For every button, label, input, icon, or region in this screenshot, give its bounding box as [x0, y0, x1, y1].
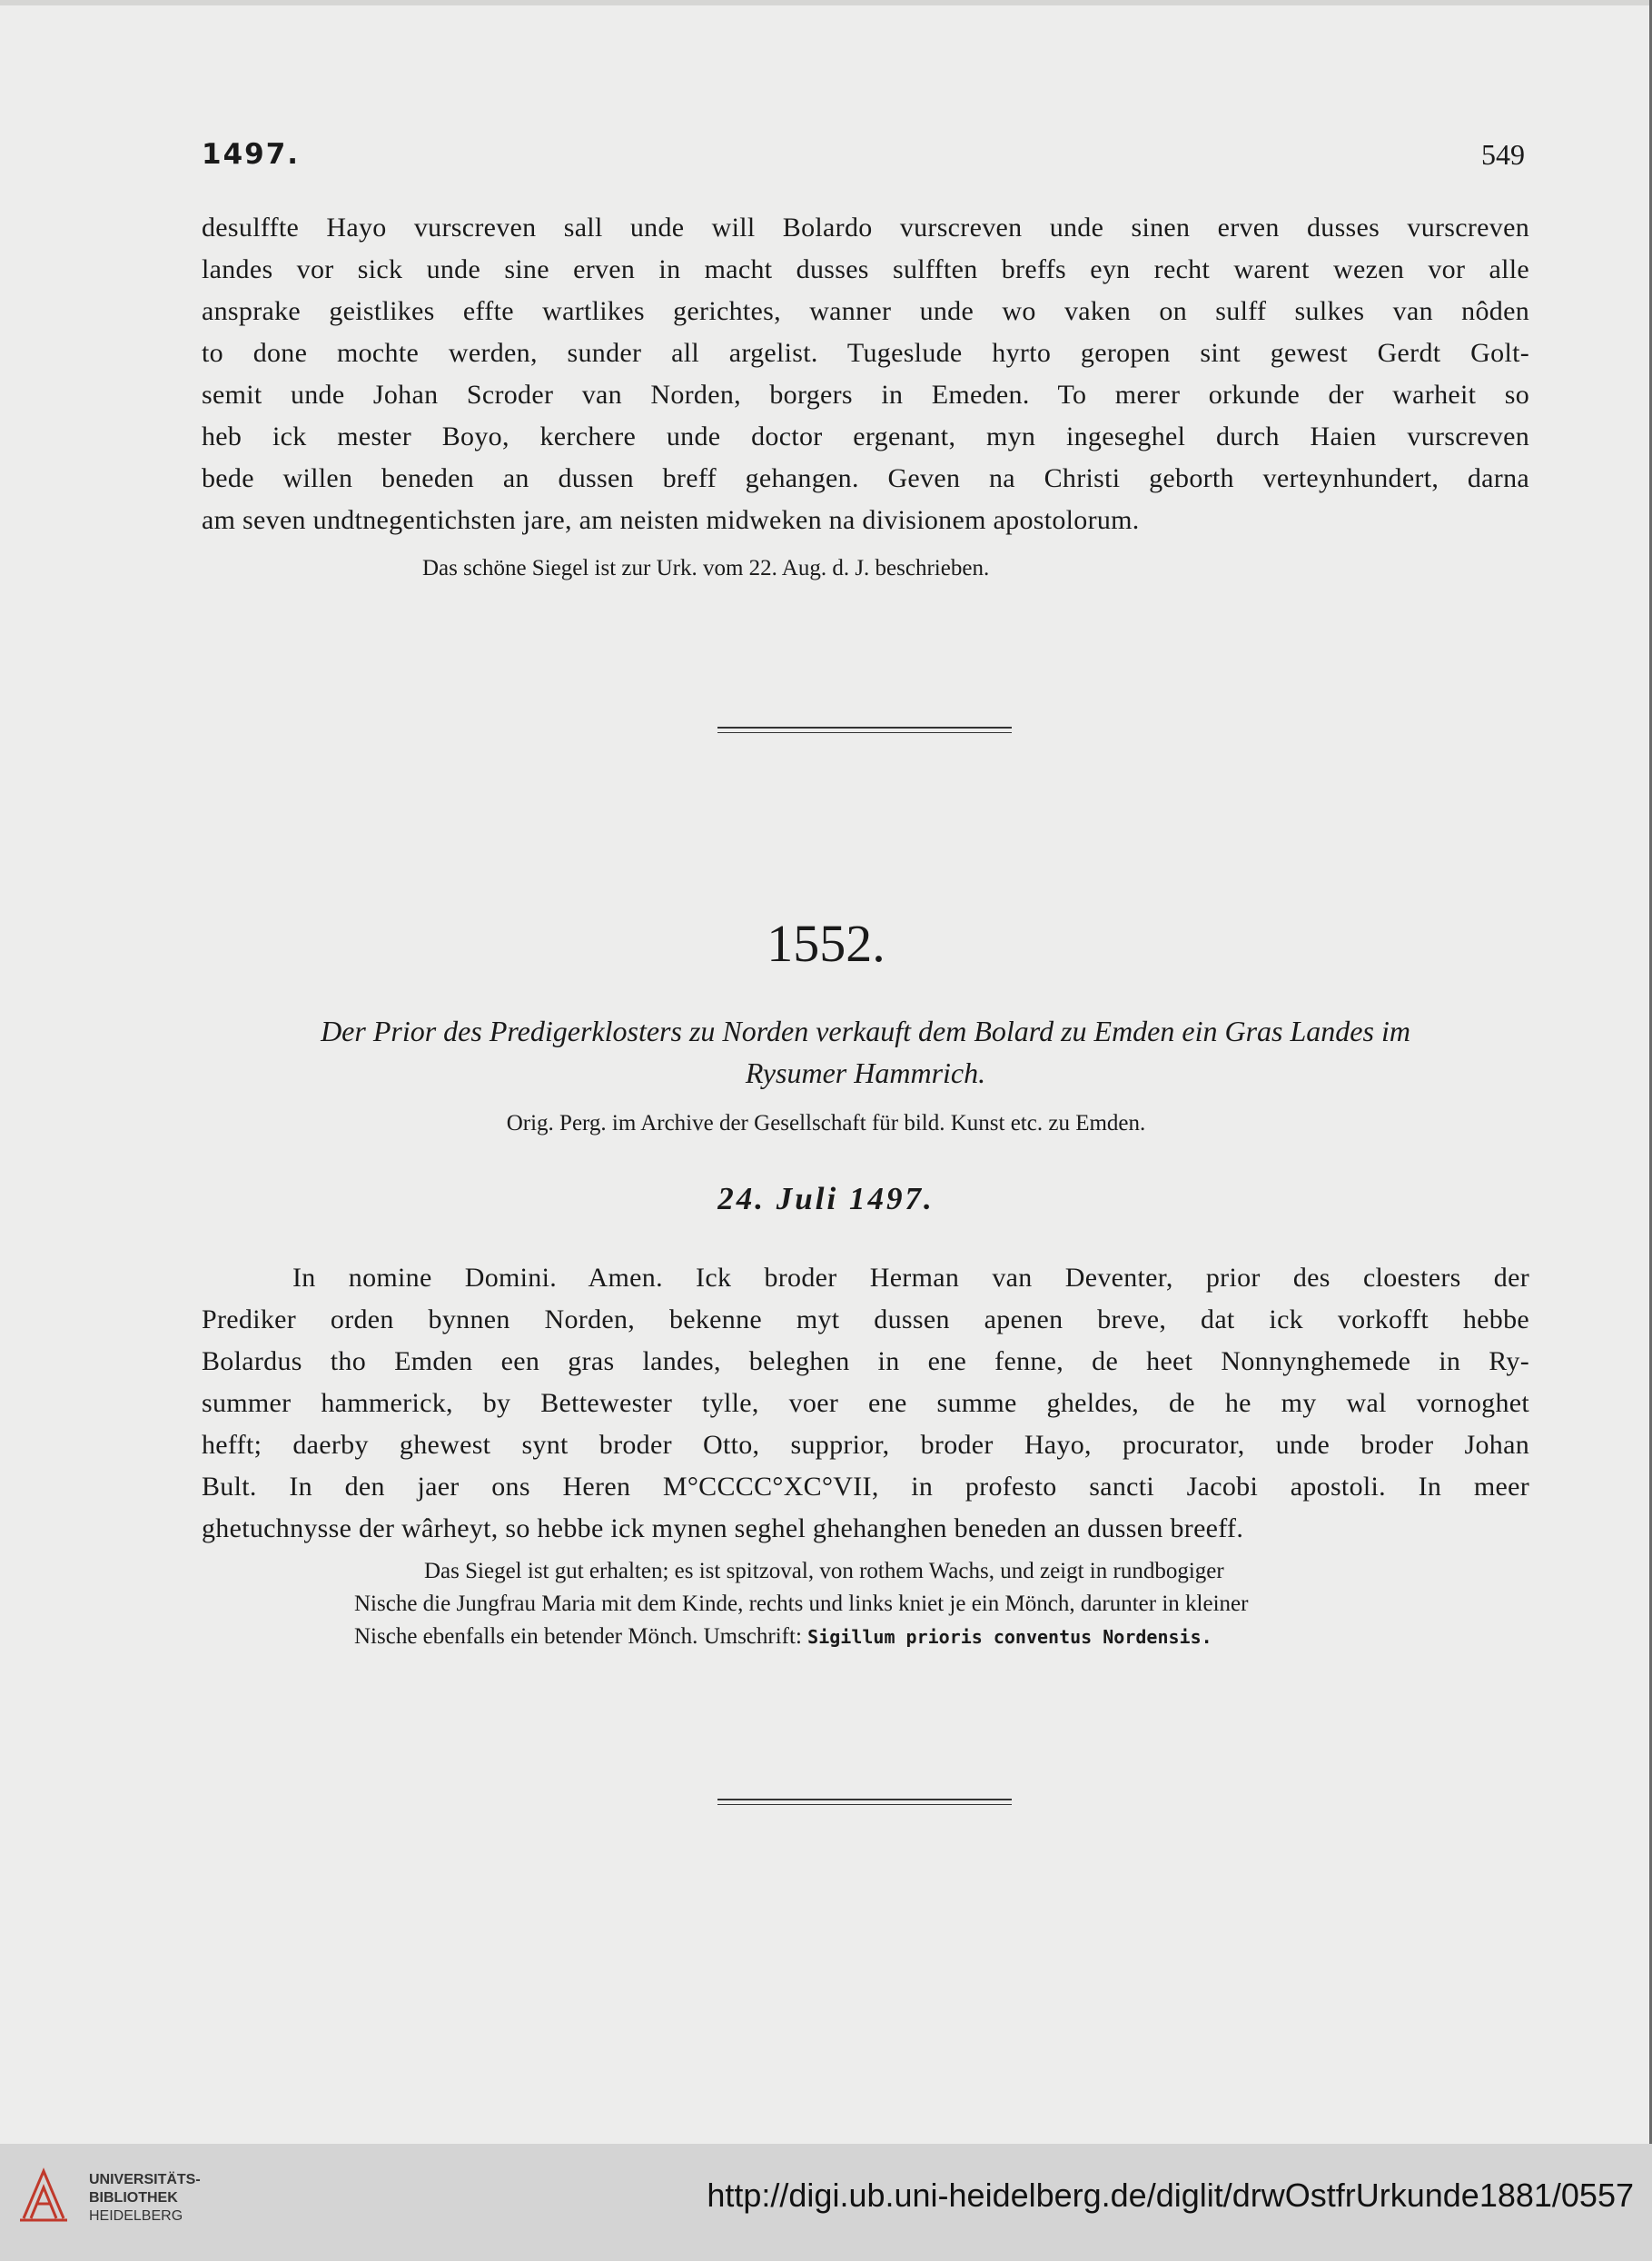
text-line: to done mochte werden, sunder all argelist. Tugeslude hyrto geropen sint gewest Gerdt Golt- — [202, 338, 1529, 368]
seal-note-line — [354, 1621, 1248, 1653]
continuation-text — [202, 207, 1529, 541]
seal-note-text: Nische ebenfalls ein betender Mönch. Umschrift: — [354, 1624, 802, 1649]
seal-legend: Sigillum prioris conventus Nordensis. — [807, 1626, 1212, 1648]
section-divider — [717, 727, 1012, 733]
permalink-url[interactable]: http://digi.ub.uni-heidelberg.de/diglit/drwOstfrUrkunde1881/0557 — [707, 2177, 1634, 2214]
text-line: summer hammerick, by Bettewester tylle, voer ene summe gheldes, de he my wal vornoghet — [202, 1388, 1529, 1418]
running-head-year: 1497. — [202, 138, 301, 171]
summary-line: Der Prior des Predigerklosters zu Norden verkauft dem Bolard zu Emden ein Gras Landes im — [321, 1015, 1410, 1047]
seal-description — [354, 1555, 1248, 1653]
text-line: semit unde Johan Scroder van Norden, borgers in Emeden. To merer orkunde der warheit so — [202, 380, 1529, 410]
library-name[interactable] — [89, 2171, 201, 2226]
text-line: am seven undtnegentichsten jare, am neisten midweken na divisionem apostolorum. — [202, 505, 1140, 535]
page-number: 549 — [1481, 138, 1525, 171]
library-logo-icon[interactable] — [16, 2164, 71, 2226]
library-name-line: UNIVERSITÄTS- — [89, 2172, 201, 2187]
document-source: Orig. Perg. im Archive der Gesellschaft für bild. Kunst etc. zu Emden. — [506, 1111, 1146, 1135]
document-summary — [202, 1010, 1529, 1094]
text-line: Prediker orden bynnen Norden, bekenne myt dussen apenen breve, dat ick vorkofft hebbe — [202, 1304, 1529, 1334]
section-divider — [717, 1799, 1012, 1805]
text-line: Bolardus tho Emden een gras landes, beleghen in ene fenne, de heet Nonnynghemede in Ry- — [202, 1346, 1529, 1376]
text-line: In nomine Domini. Amen. Ick broder Herman van Deventer, prior des cloesters der — [292, 1263, 1529, 1293]
summary-line: Rysumer Hammrich. — [745, 1056, 986, 1089]
text-line: bede willen beneden an dussen breff gehangen. Geven na Christi geborth verteynhundert, darna — [202, 463, 1529, 493]
document-text — [202, 1257, 1529, 1550]
text-line: ghetuchnysse der wârheyt, so hebbe ick mynen seghel ghehanghen beneden an dussen breeff. — [202, 1513, 1244, 1543]
seal-note-line: Das Siegel ist gut erhalten; es ist spitzoval, von rothem Wachs, und zeigt in rundbogiger — [424, 1559, 1224, 1583]
viewer-footer — [0, 2144, 1652, 2261]
document-number: 1552. — [767, 914, 885, 973]
library-name-line: HEIDELBERG — [89, 2208, 183, 2224]
text-line: landes vor sick unde sine erven in macht dusses sulfften breffs eyn recht warent wezen vor alle — [202, 254, 1529, 284]
seal-note-line: Nische die Jungfrau Maria mit dem Kinde, rechts und links kniet je ein Mönch, darunter in kleiner — [354, 1592, 1249, 1616]
text-line: desulffte Hayo vurscreven sall unde will Bolardo vurscreven unde sinen erven dusses vurscreven — [202, 213, 1529, 243]
library-name-line: BIBLIOTHEK — [89, 2190, 178, 2206]
text-line: ansprake geistlikes effte wartlikes gerichtes, wanner unde wo vaken on sulff sulkes van nôden — [202, 296, 1529, 326]
text-line: hefft; daerby ghewest synt broder Otto, supprior, broder Hayo, procurator, unde broder Johan — [202, 1430, 1529, 1460]
text-line: heb ick mester Boyo, kerchere unde doctor ergenant, myn ingeseghel durch Haien vurscreven — [202, 421, 1529, 451]
seal-reference-note: Das schöne Siegel ist zur Urk. vom 22. Aug. d. J. beschrieben. — [422, 556, 990, 580]
document-date: 24. Juli 1497. — [717, 1181, 935, 1216]
text-line: Bult. In den jaer ons Heren M°CCCC°XC°VII, in profesto sancti Jacobi apostoli. In meer — [202, 1472, 1529, 1502]
